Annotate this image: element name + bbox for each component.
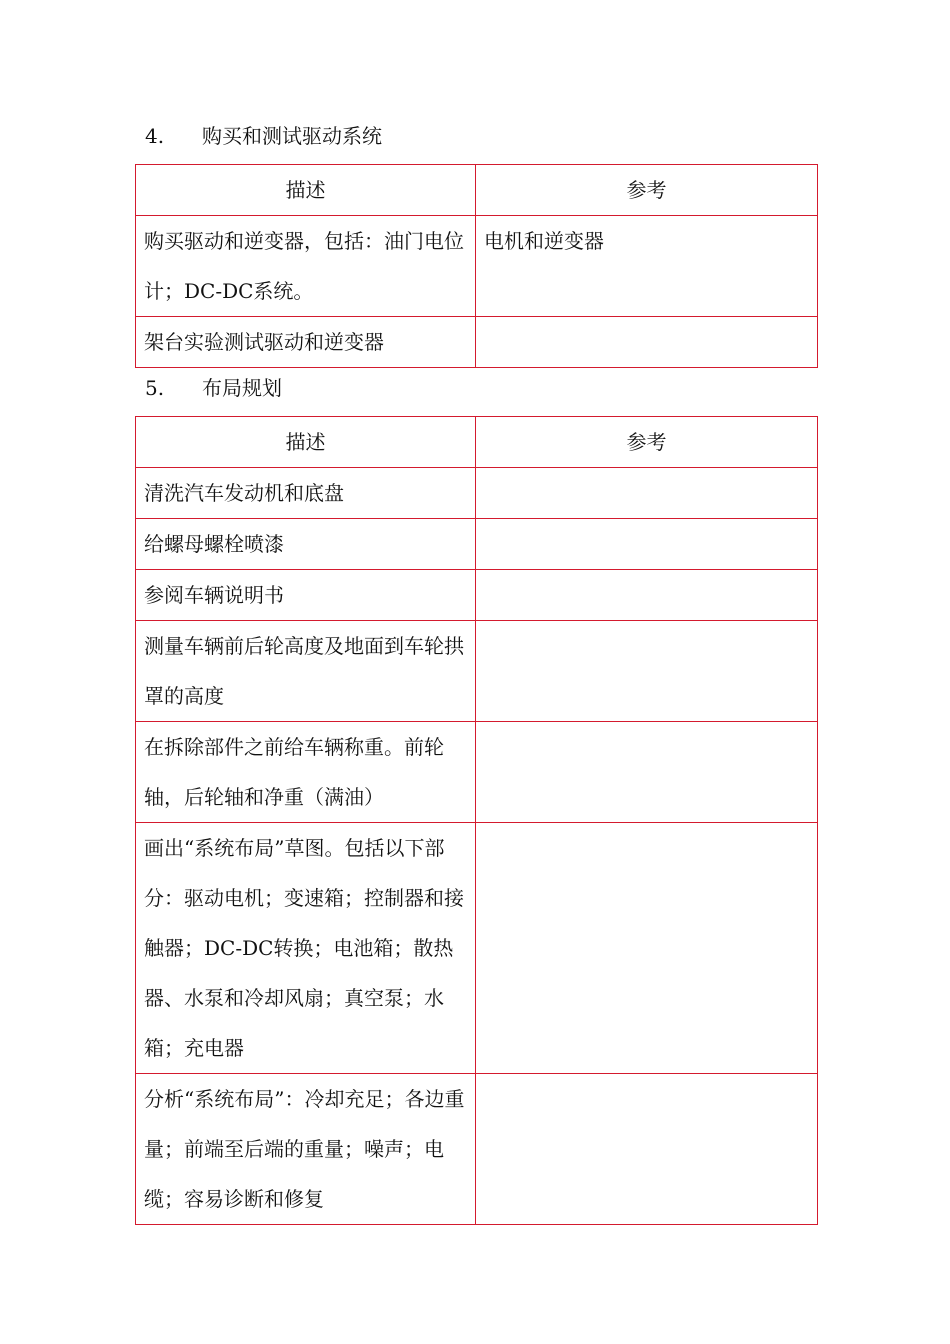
table-row: [136, 722, 818, 823]
header-description: 描述: [136, 417, 476, 468]
table-header-row: [136, 165, 818, 216]
row-reference: [476, 570, 818, 621]
table-row: [136, 621, 818, 722]
row-description: 给螺母螺栓喷漆: [136, 519, 476, 570]
row-reference: [476, 722, 818, 823]
row-reference: [476, 519, 818, 570]
table-row: [136, 570, 818, 621]
table-row: [136, 468, 818, 519]
row-reference: [476, 468, 818, 519]
row-reference: [476, 621, 818, 722]
section-5-table: [135, 416, 818, 1225]
header-reference: 参考: [476, 417, 818, 468]
section-4-table: [135, 164, 818, 368]
row-description: 测量车辆前后轮高度及地面到车轮拱罩的高度: [136, 621, 476, 722]
row-reference: [476, 317, 818, 368]
section-5-title: 布局规划: [202, 376, 282, 400]
table-row: [136, 317, 818, 368]
table-row: [136, 823, 818, 1074]
header-reference: 参考: [476, 165, 818, 216]
section-4-heading: [145, 123, 382, 149]
row-description: 在拆除部件之前给车辆称重。前轮轴，后轮轴和净重（满油）: [136, 722, 476, 823]
row-description: 参阅车辆说明书: [136, 570, 476, 621]
table-row: [136, 216, 818, 317]
row-reference: 电机和逆变器: [476, 216, 818, 317]
section-4-number: 4.: [145, 124, 165, 148]
row-description: 架台实验测试驱动和逆变器: [136, 317, 476, 368]
section-5-heading: [145, 375, 282, 401]
section-4-title: 购买和测试驱动系统: [202, 124, 382, 148]
row-description: 画出“系统布局”草图。包括以下部分：驱动电机；变速箱；控制器和接触器；DC-DC转换；电池箱；散热器、水泵和冷却风扇；真空泵；水箱；充电器: [136, 823, 476, 1074]
row-description: 购买驱动和逆变器，包括：油门电位计；DC-DC系统。: [136, 216, 476, 317]
section-5-number: 5.: [145, 376, 165, 400]
table-header-row: [136, 417, 818, 468]
table-row: [136, 1074, 818, 1225]
table-row: [136, 519, 818, 570]
row-description: 清洗汽车发动机和底盘: [136, 468, 476, 519]
row-reference: [476, 823, 818, 1074]
header-description: 描述: [136, 165, 476, 216]
row-description: 分析“系统布局”：冷却充足；各边重量；前端至后端的重量；噪声；电缆；容易诊断和修复: [136, 1074, 476, 1225]
row-reference: [476, 1074, 818, 1225]
